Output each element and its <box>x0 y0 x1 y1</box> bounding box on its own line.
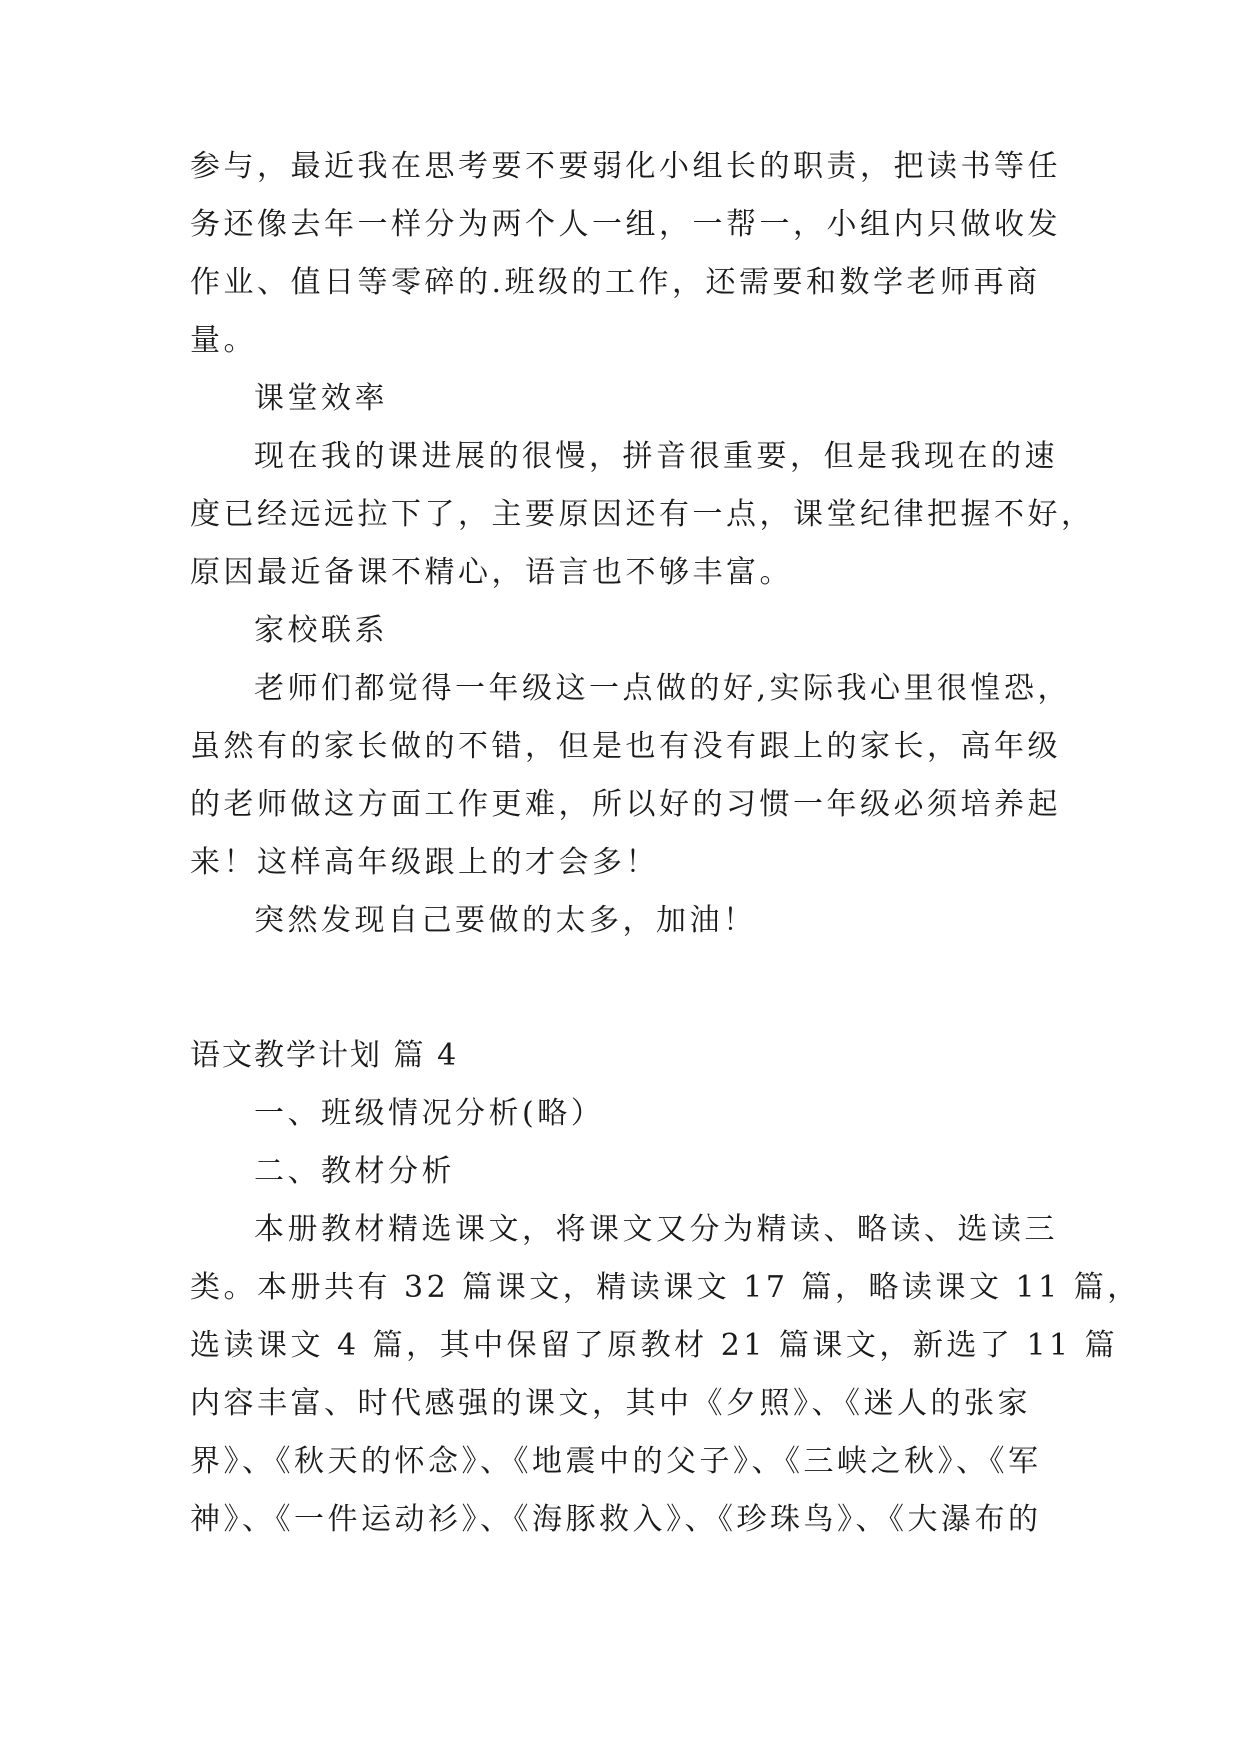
section-heading: 二、教材分析 <box>254 1154 455 1189</box>
paragraph-line: 量。 <box>190 323 257 358</box>
paragraph-line: 突然发现自己要做的太多，加油！ <box>254 903 757 938</box>
document-title: 语文教学计划 篇 4 <box>190 1038 459 1073</box>
paragraph-line: 务还像去年一样分为两个人一组，一帮一，小组内只做收发 <box>190 207 1061 242</box>
paragraph-line: 的老师做这方面工作更难，所以好的习惯一年级必须培养起 <box>190 787 1061 822</box>
paragraph-line: 选读课文 4 篇，其中保留了原教材 21 篇课文，新选了 11 篇 <box>190 1328 1119 1363</box>
paragraph-line: 度已经远远拉下了，主要原因还有一点，课堂纪律把握不好， <box>190 497 1095 532</box>
paragraph-line: 来！这样高年级跟上的才会多！ <box>190 845 659 880</box>
paragraph-line: 虽然有的家长做的不错，但是也有没有跟上的家长，高年级 <box>190 729 1061 764</box>
paragraph-line: 界》、《秋天的怀念》、《地震中的父子》、《三峡之秋》、《军 <box>190 1444 1042 1479</box>
paragraph-line: 原因最近备课不精心，语言也不够丰富。 <box>190 555 793 590</box>
section-heading: 家校联系 <box>254 613 388 648</box>
section-heading: 一、班级情况分析(略） <box>254 1096 605 1131</box>
paragraph-line: 类。本册共有 32 篇课文，精读课文 17 篇，略读课文 11 篇， <box>190 1270 1141 1305</box>
paragraph-line: 老师们都觉得一年级这一点做的好,实际我心里很惶恐， <box>254 671 1072 706</box>
paragraph-line: 神》、《一件运动衫》、《海豚救入》、《珍珠鸟》、《大瀑布的 <box>190 1502 1042 1537</box>
paragraph-line: 本册教材精选课文，将课文又分为精读、略读、选读三 <box>254 1212 1058 1247</box>
paragraph-line: 作业、值日等零碎的.班级的工作，还需要和数学老师再商 <box>190 265 1041 300</box>
paragraph-line: 内容丰富、时代感强的课文，其中《夕照》、《迷人的张家 <box>190 1386 1031 1421</box>
paragraph-line: 现在我的课进展的很慢，拼音很重要，但是我现在的速 <box>254 439 1058 474</box>
section-heading: 课堂效率 <box>254 381 388 416</box>
paragraph-line: 参与，最近我在思考要不要弱化小组长的职责，把读书等任 <box>190 149 1061 184</box>
